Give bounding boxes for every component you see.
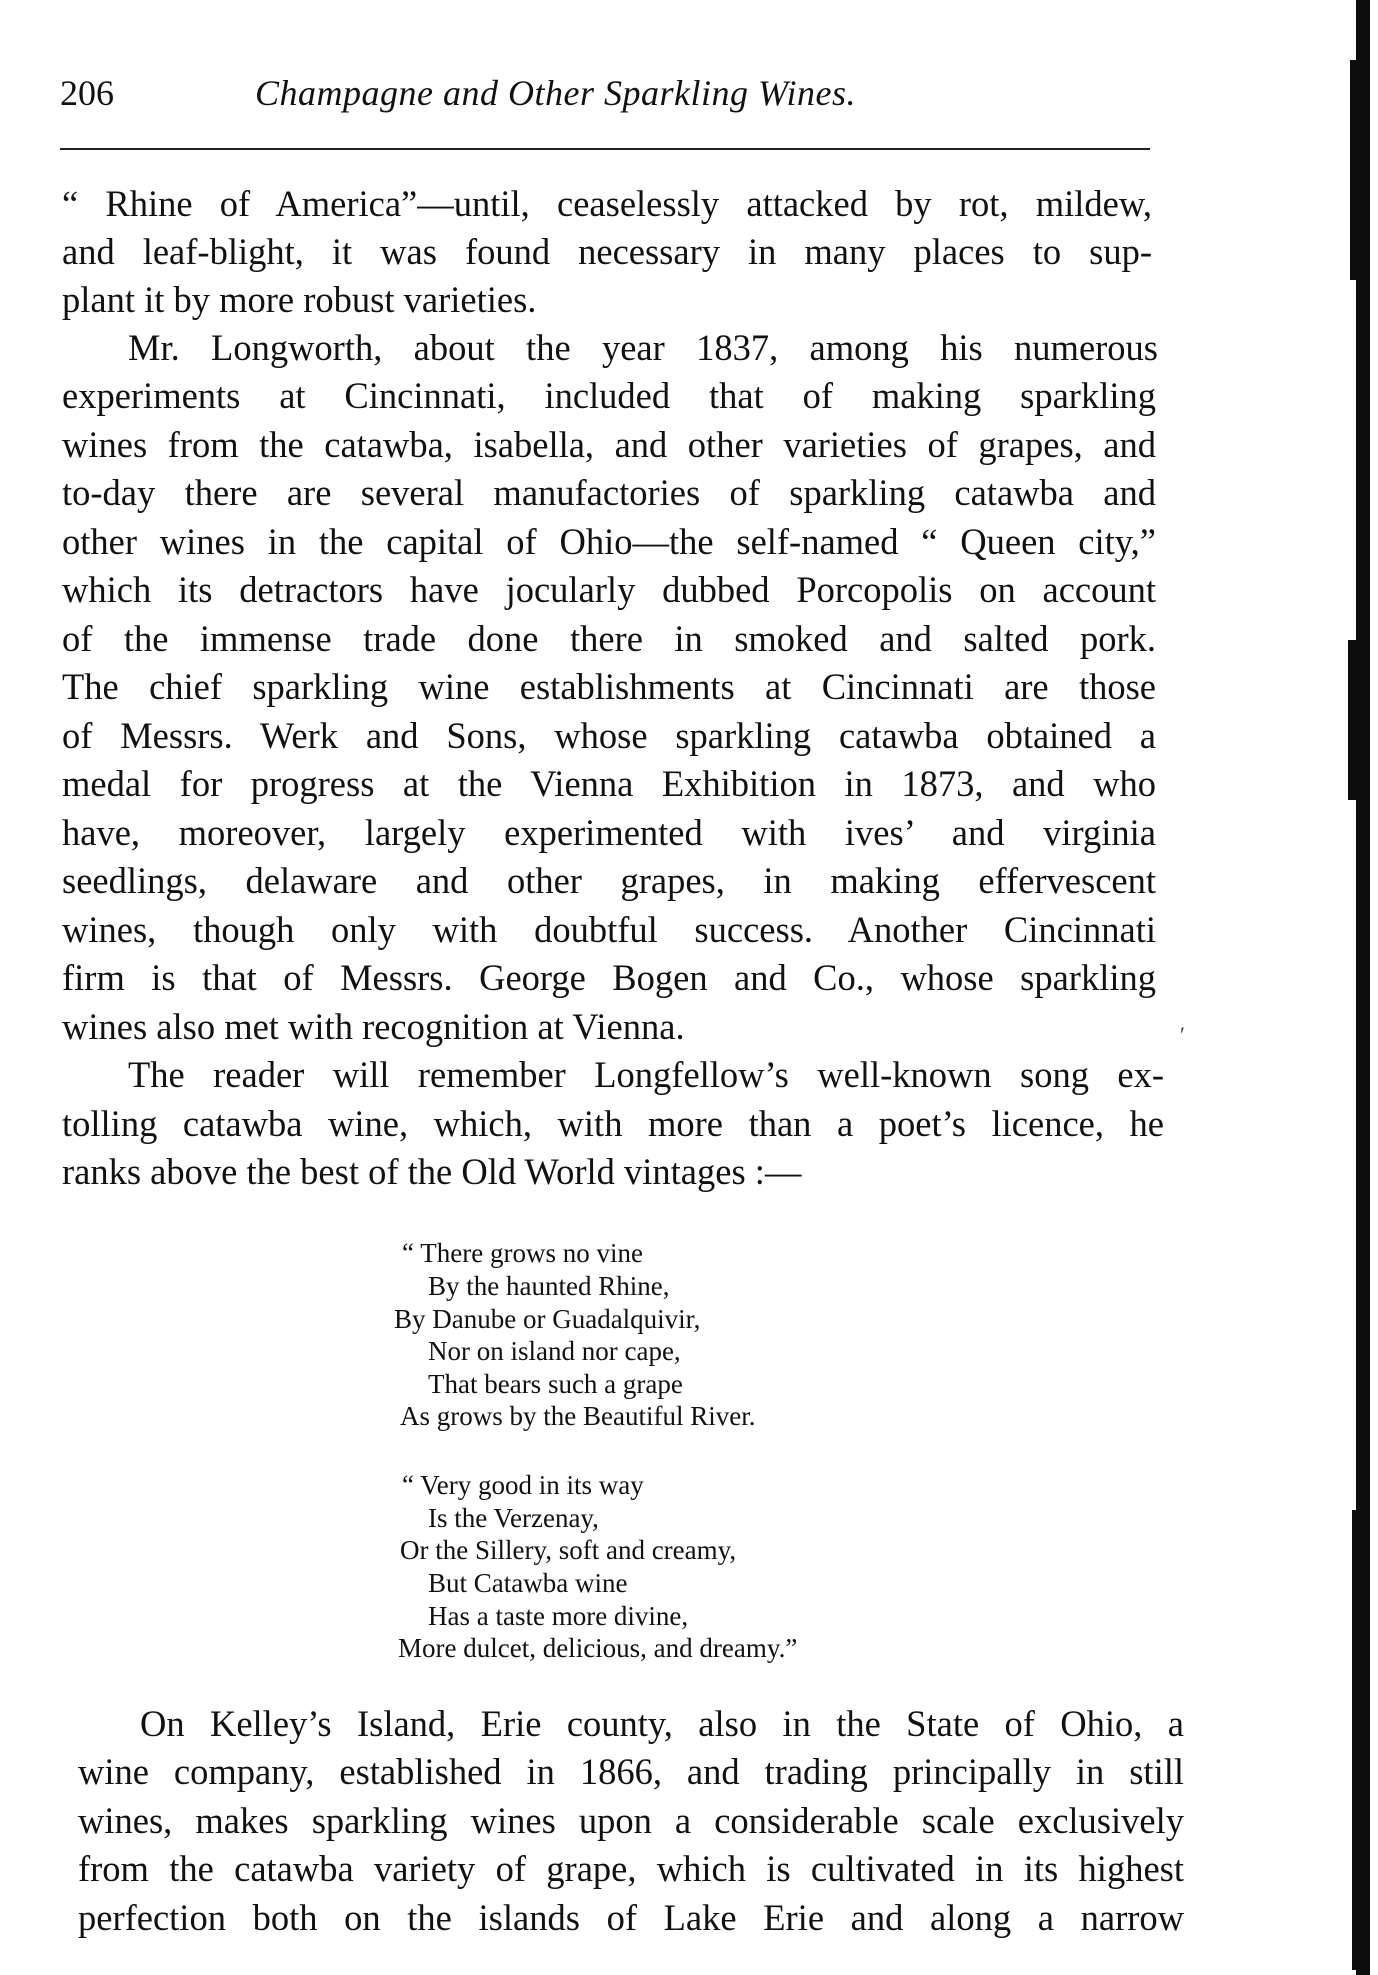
body-line: Mr. Longworth, about the year 1837, among his numerous (128, 327, 1158, 368)
body-line: wines, though only with doubtful success. Another Cincinnati (62, 909, 1156, 950)
verse-line: More dulcet, delicious, and dreamy.” (398, 1633, 798, 1663)
body-line: from the catawba variety of grape, which is cultivated in its highest (78, 1848, 1184, 1889)
body-line: wines from the catawba, isabella, and other varieties of grapes, and (62, 424, 1156, 465)
verse-line: That bears such a grape (428, 1369, 683, 1399)
verse-line: Or the Sillery, soft and creamy, (400, 1535, 737, 1565)
body-line: which its detractors have jocularly dubbed Porcopolis on account (62, 569, 1156, 610)
verse-line: Is the Verzenay, (428, 1503, 599, 1533)
page-header (60, 72, 1150, 132)
verse-line: But Catawba wine (428, 1568, 628, 1598)
running-title: Champagne and Other Sparkling Wines. (255, 73, 856, 113)
body-line: wines, makes sparkling wines upon a considerable scale exclusively (78, 1800, 1184, 1841)
body-line: wines also met with recognition at Vienna. (62, 1006, 685, 1047)
body-line: perfection both on the islands of Lake Erie and along a narrow (78, 1897, 1184, 1938)
header-rule (60, 148, 1150, 150)
verse-line: By the haunted Rhine, (428, 1271, 670, 1301)
body-line: firm is that of Messrs. George Bogen and Co., whose sparkling (62, 957, 1156, 998)
verse-line: “ There grows no vine (402, 1238, 643, 1268)
body-line: have, moreover, largely experimented with ives’ and virginia (62, 812, 1156, 853)
body-line: of the immense trade done there in smoked and salted pork. (62, 618, 1156, 659)
verse-line: As grows by the Beautiful River. (400, 1401, 756, 1431)
body-line: and leaf-blight, it was found necessary in many places to sup- (62, 231, 1152, 272)
body-line: plant it by more robust varieties. (62, 279, 537, 320)
body-line: The reader will remember Longfellow’s well-known song ex- (128, 1054, 1164, 1095)
verse-line: Has a taste more divine, (428, 1601, 689, 1631)
body-line: seedlings, delaware and other grapes, in making effervescent (62, 860, 1156, 901)
body-line: ranks above the best of the Old World vintages :— (62, 1151, 802, 1192)
body-line: tolling catawba wine, which, with more than a poet’s licence, he (62, 1103, 1164, 1144)
page-number: 206 (60, 73, 114, 113)
body-line: “ Rhine of America”—until, ceaselessly attacked by rot, mildew, (62, 183, 1152, 224)
body-line: to-day there are several manufactories of sparkling catawba and (62, 472, 1156, 513)
body-line: medal for progress at the Vienna Exhibition in 1873, and who (62, 763, 1156, 804)
body-line: experiments at Cincinnati, included that of making sparkling (62, 375, 1156, 416)
page-edge-shadow (1348, 0, 1378, 1975)
margin-tick-mark: ′ (1180, 1022, 1185, 1047)
verse-line: Nor on island nor cape, (428, 1336, 681, 1366)
verse-line: By Danube or Guadalquivir, (394, 1304, 701, 1334)
verse-line: “ Very good in its way (402, 1470, 644, 1500)
body-line: wine company, established in 1866, and trading principally in still (78, 1751, 1184, 1792)
body-line: other wines in the capital of Ohio—the self-named “ Queen city,” (62, 521, 1156, 562)
body-line: of Messrs. Werk and Sons, whose sparkling catawba obtained a (62, 715, 1156, 756)
body-line: On Kelley’s Island, Erie county, also in the State of Ohio, a (140, 1703, 1184, 1744)
body-line: The chief sparkling wine establishments at Cincinnati are those (62, 666, 1156, 707)
